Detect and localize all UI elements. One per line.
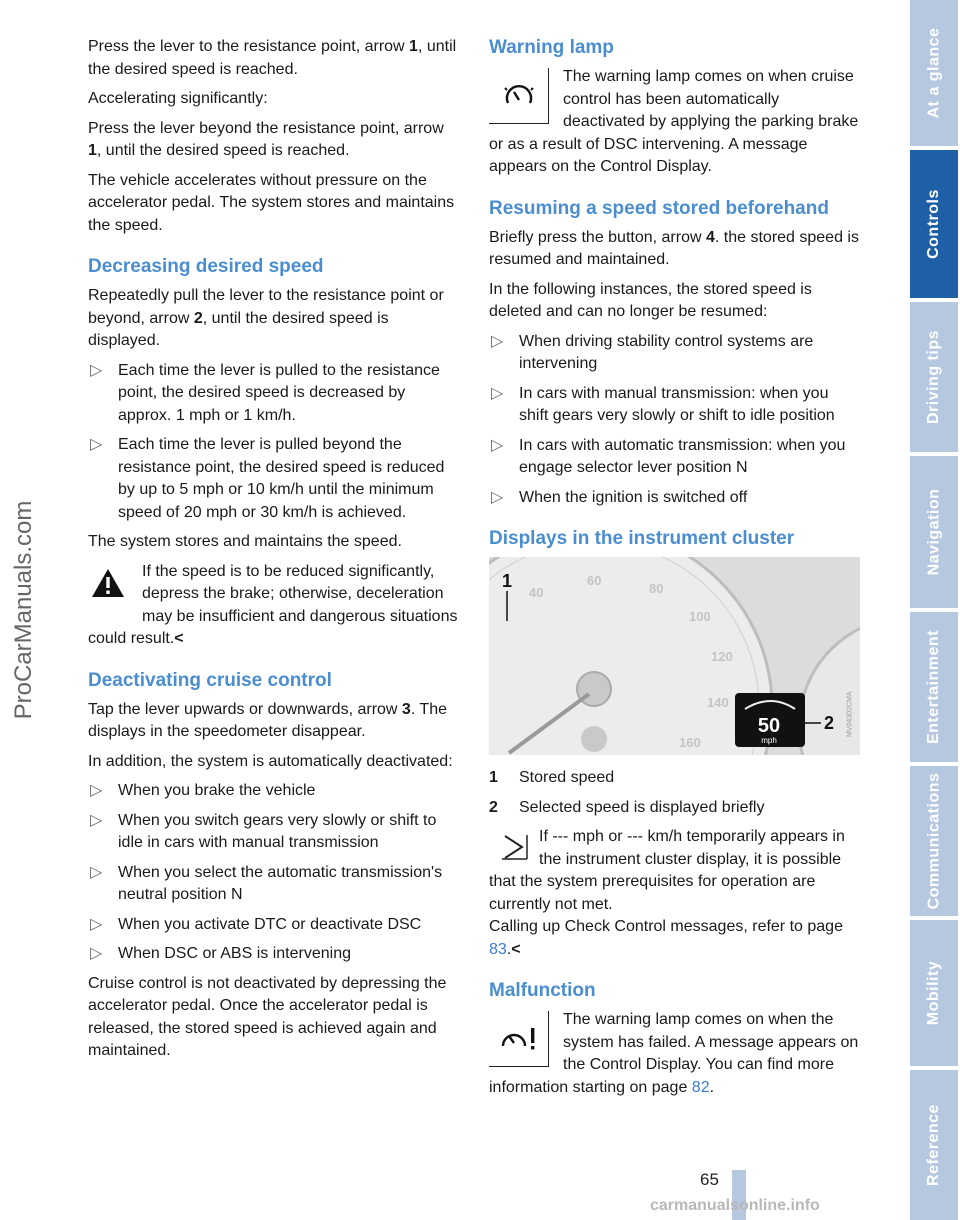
- gauge-tick-label: 160: [679, 735, 701, 750]
- paragraph: Cruise control is not deactivated by depressing the accelerator pedal. Once the accelerator pedal is released, the stored speed is achieved again and maintained.: [88, 974, 447, 1059]
- heading-decreasing-speed: Decreasing desired speed: [88, 256, 324, 277]
- paragraph: The vehicle accelerates without pressure on the accelerator pedal. The system stores and maintains the speed.: [88, 171, 455, 234]
- callout-2: 2: [824, 713, 835, 733]
- tab-driving-tips[interactable]: Driving tips: [910, 302, 958, 452]
- list-item: ▷ When you switch gears very slowly or shift to idle in cars with manual transmission: [90, 811, 437, 851]
- bullet-triangle-icon: ▷: [90, 863, 103, 881]
- chapter-tabs: [910, 0, 960, 1220]
- legend-item: 2 Selected speed is displayed briefly: [489, 798, 765, 816]
- selected-speed-unit: mph: [761, 736, 777, 745]
- info-note: If --- mph or --- km/h temporarily appears in the instrument cluster display, it is possible that the system prerequisites for operation are currently not met. Calling up Check Control messages, refer to page 83.<: [489, 828, 845, 958]
- tab-mobility[interactable]: Mobility: [910, 920, 958, 1066]
- list-item: ▷ When driving stability control systems are intervening: [491, 332, 814, 372]
- tab-controls[interactable]: Controls: [910, 150, 958, 298]
- callout-1: 1: [502, 571, 513, 591]
- bullet-list: [88, 780, 460, 966]
- list-item: ▷ When you brake the vehicle: [88, 780, 460, 803]
- selected-speed-value: 50: [757, 715, 781, 737]
- bullet-triangle-icon: ▷: [491, 332, 504, 350]
- gauge-tick-label: 60: [587, 573, 602, 588]
- gauge-tick-label: 120: [711, 649, 733, 664]
- page-link-83[interactable]: 83: [489, 940, 507, 958]
- end-marker: <: [174, 630, 184, 647]
- bullet-triangle-icon: ▷: [90, 811, 103, 829]
- gauge-tick-label: 80: [649, 581, 664, 596]
- tab-navigation[interactable]: Navigation: [910, 456, 958, 608]
- paragraph: Repeatedly pull the lever to the resistance point or beyond, arrow 2, until the desired speed is displayed.: [88, 287, 444, 349]
- heading-resuming: Resuming a speed stored beforehand: [489, 197, 829, 219]
- warning-note: If the speed is to be reduced significantly, depress the brake; otherwise, deceleration may be insufficient and dangerous situations could result.<: [88, 562, 458, 647]
- paragraph: Briefly press the button, arrow 4. the stored speed is resumed and maintained.: [489, 228, 859, 268]
- end-marker: <: [511, 940, 521, 958]
- gauge-tick-label: 40: [529, 585, 544, 600]
- heading-deactivating: Deactivating cruise control: [88, 669, 332, 691]
- gauge-tick-label: 100: [689, 609, 711, 624]
- paragraph: Press the lever to the resistance point, arrow 1, until the desired speed is reached.: [88, 38, 457, 78]
- figure-code: MV04302CMA: [846, 690, 854, 737]
- cruise-warning-lamp-icon: [489, 68, 549, 124]
- bullet-triangle-icon: ▷: [90, 782, 103, 799]
- warning-triangle-icon: [88, 563, 128, 603]
- legend-item: 1 Stored speed: [489, 769, 615, 786]
- paragraph: Tap the lever upwards or downwards, arrow 3. The displays in the speedometer disappear.: [88, 700, 447, 740]
- paragraph: In the following instances, the stored speed is deleted and can no longer be resumed:: [489, 280, 812, 320]
- bullet-triangle-icon: ▷: [491, 384, 504, 402]
- page-number: 65: [700, 1170, 719, 1189]
- left-column: [88, 36, 460, 1070]
- list-item: ▷ When you activate DTC or deactivate DSC: [88, 914, 460, 937]
- bullet-triangle-icon: ▷: [90, 915, 103, 933]
- figure-legend: [489, 767, 861, 819]
- heading-warning-lamp: Warning lamp: [489, 37, 614, 58]
- tab-entertainment[interactable]: Entertainment: [910, 612, 958, 762]
- list-item: ▷ Each time the lever is pulled beyond the resistance point, the desired speed is reduced by up to 5 mph or 10 km/h until the minimum speed of 20 mph or 30 km/h is achieved.: [90, 436, 445, 521]
- bullet-list: [88, 360, 460, 525]
- tab-at-a-glance[interactable]: At a glance: [910, 0, 958, 146]
- paragraph: The system stores and maintains the speed.: [88, 533, 402, 550]
- list-item: ▷ When DSC or ABS is intervening: [88, 943, 460, 966]
- cruise-malfunction-lamp-icon: [489, 1011, 549, 1067]
- bullet-triangle-icon: ▷: [90, 361, 103, 379]
- footer-watermark: carmanualsonline.info: [650, 1197, 820, 1214]
- paragraph: Press the lever beyond the resistance point, arrow 1, until the desired speed is reached.: [88, 119, 444, 159]
- instrument-cluster-figure: [489, 557, 860, 755]
- bullet-triangle-icon: ▷: [90, 436, 103, 453]
- list-item: ▷ In cars with manual transmission: when you shift gears very slowly or shift to idle position: [491, 384, 835, 424]
- note-arrow-icon: [497, 830, 531, 864]
- list-item: ▷ When you select the automatic transmission's neutral position N: [90, 863, 443, 903]
- list-item: ▷ Each time the lever is pulled to the resistance point, the desired speed is decreased by approx. 1 mph or 1 km/h.: [90, 361, 440, 424]
- tab-reference[interactable]: Reference: [910, 1070, 958, 1220]
- page-link-82[interactable]: 82: [691, 1078, 710, 1096]
- bullet-triangle-icon: ▷: [491, 488, 504, 506]
- heading-malfunction: Malfunction: [489, 980, 596, 1001]
- warning-lamp-note: The warning lamp comes on when cruise control has been automatically deactivated by applying the parking brake or as a result of DSC intervening. A message appears on the Control Display.: [489, 68, 859, 175]
- malfunction-note: The warning lamp comes on when the system has failed. A message appears on the Control Display. You can find more information starting on page 82.: [489, 1011, 859, 1096]
- tab-communications[interactable]: Communications: [910, 766, 958, 916]
- bullet-triangle-icon: ▷: [90, 945, 103, 962]
- list-item: ▷ In cars with automatic transmission: when you engage selector lever position N: [491, 436, 846, 476]
- paragraph: Accelerating significantly:: [88, 90, 268, 107]
- bullet-list: [489, 331, 861, 510]
- paragraph: In addition, the system is automatically deactivated:: [88, 752, 453, 770]
- list-item: ▷ When the ignition is switched off: [489, 487, 861, 510]
- heading-displays: Displays in the instrument cluster: [489, 528, 795, 549]
- right-column: [489, 36, 861, 1106]
- bullet-triangle-icon: ▷: [491, 436, 504, 454]
- side-watermark: ProCarManuals.com: [10, 500, 37, 720]
- gauge-tick-label: 140: [707, 695, 729, 710]
